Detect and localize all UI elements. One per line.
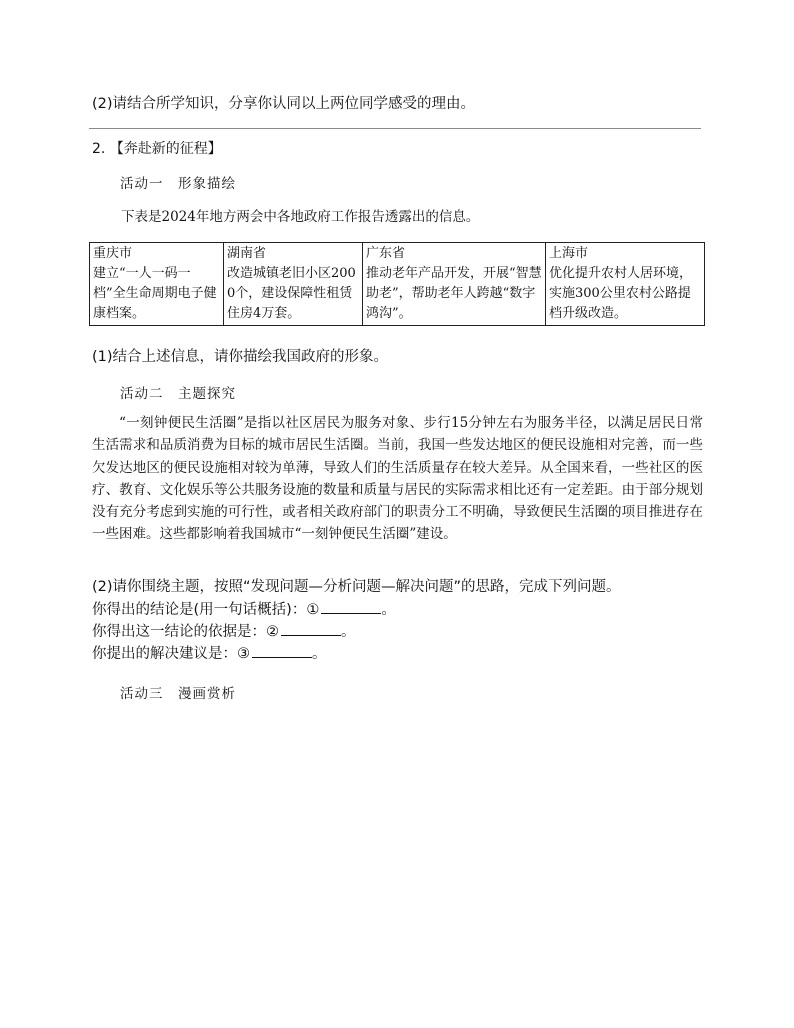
- divider-rule: [89, 128, 701, 129]
- answer-blank[interactable]: [321, 599, 381, 614]
- table-cell-body: 推动老年产品开发，开展“智慧助老”，帮助老年人跨越“数字鸿沟”。: [366, 266, 542, 321]
- answer-line-suggestion: [92, 642, 327, 663]
- activity-1-question: (1)结合上述信息，请你描绘我国政府的形象。: [92, 349, 389, 365]
- table-cell-header: 上海市: [549, 246, 589, 261]
- table-cell-body: 建立“一人一码一档”全生命周期电子健康档案。: [93, 266, 217, 321]
- table-cell-body: 优化提升农村人居环境，实施300公里农村公路提档升级改造。: [549, 266, 693, 321]
- answer-end: 。: [312, 646, 327, 662]
- activity-3-heading: 活动三 漫画赏析: [120, 686, 236, 702]
- circled-marker: ③: [237, 646, 250, 662]
- policy-info-table: [89, 242, 705, 326]
- question-part-2: (2)请结合所学知识，分享你认同以上两位同学感受的理由。: [92, 96, 476, 112]
- activity-1-intro: 下表是2024年地方两会中各地政府工作报告透露出的信息。: [121, 209, 480, 225]
- activity-2-paragraph: “一刻钟便民生活圈”是指以社区居民为服务对象、步行15分钟左右为服务半径，以满足居民日常生活需求和品质消费为目标的城市居民生活圈。当前，我国一些发达地区的便民设施相对完善，而一些欠发达地区的便民设施相对较为单薄，导致人们的生活质量存在较大差异。从全国来看，一些社区的医疗、教育、文化娱乐等公共服务设施的数量和质量与居民的实际需求相比还有一定差距。由于部分规划没有充分考虑到实施的可行性，或者相关政府部门的职责分工不明确，导致便民生活圈的项目推进存在一些困难。这些都影响着我国城市“一刻钟便民生活圈”建设。: [92, 415, 703, 543]
- table-cell-header: 重庆市: [93, 246, 133, 261]
- answer-end: 。: [341, 624, 356, 640]
- table-cell-guangdong: [363, 243, 546, 326]
- answer-label: 你提出的解决建议是：: [92, 646, 237, 662]
- answer-line-conclusion: [92, 598, 396, 619]
- table-cell-header: 湖南省: [227, 246, 267, 261]
- answer-blank[interactable]: [252, 643, 312, 658]
- activity-2-heading: 活动二 主题探究: [120, 386, 236, 402]
- circled-marker: ②: [266, 624, 279, 640]
- table-cell-hunan: [224, 243, 363, 326]
- activity-1-heading: 活动一 形象描绘: [120, 176, 236, 192]
- answer-line-basis: [92, 620, 356, 641]
- table-cell-chongqing: [90, 243, 224, 326]
- section-title: 2. 【奔赴新的征程】: [92, 141, 222, 157]
- table-cell-shanghai: [546, 243, 705, 326]
- answer-label: 你得出这一结论的依据是：: [92, 624, 266, 640]
- answer-label: 你得出的结论是(用一句话概括)：: [92, 602, 307, 618]
- answer-end: 。: [381, 602, 396, 618]
- activity-2-question: (2)请你围绕主题，按照“发现问题—分析问题—解决问题”的思路，完成下列问题。: [92, 579, 621, 595]
- answer-blank[interactable]: [281, 621, 341, 636]
- circled-marker: ①: [306, 602, 320, 618]
- table-cell-body: 改造城镇老旧小区2000个，建设保障性租赁住房4万套。: [227, 266, 356, 321]
- table-cell-header: 广东省: [366, 246, 406, 261]
